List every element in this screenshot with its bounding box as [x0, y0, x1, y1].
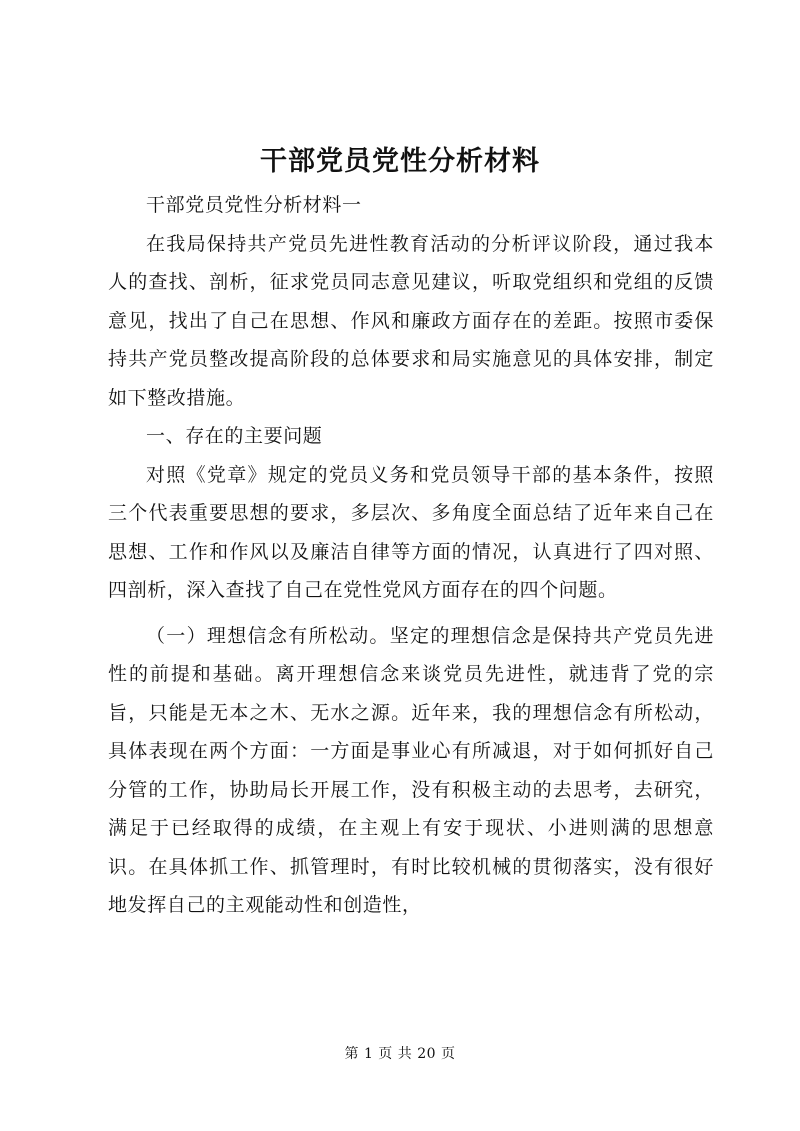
- document-title: 干部党员党性分析材料: [260, 146, 540, 177]
- section-heading-main-problems: 一、存在的主要问题: [146, 425, 323, 447]
- intro-paragraph: 在我局保持共产党员先进性教育活动的分析评议阶段，通过我本人的查找、剖析，征求党员同志意见建议，听取党组织和党组的反馈意见，找出了自己在思想、作风和廉政方面存在的差距。按照市委保持共产党员整改提高阶段的总体要求和局实施意见的具体安排，制定如下整改措施。: [108, 232, 714, 409]
- problems-overview-paragraph: 对照《党章》规定的党员义务和党员领导干部的基本条件，按照三个代表重要思想的要求，多层次、多角度全面总结了近年来自己在思想、工作和作风以及廉洁自律等方面的情况，认真进行了四对照、四剖析，深入查找了自己在党性党风方面存在的四个问题。: [108, 463, 714, 601]
- page-number-footer: 第 1 页 共 20 页: [344, 1046, 456, 1062]
- document-body: [108, 186, 714, 925]
- problem-one-paragraph: （一）理想信念有所松动。坚定的理想信念是保持共产党员先进性的前提和基础。离开理想信念来谈党员先进性，就违背了党的宗旨，只能是无本之木、无水之源。近年来，我的理想信念有所松动，具体表现在两个方面：一方面是事业心有所减退，对于如何抓好自己分管的工作，协助局长开展工作，没有积极主动的去思考，去研究，满足于已经取得的成绩，在主观上有安于现状、小进则满的思想意识。在具体抓工作、抓管理时，有时比较机械的贯彻落实，没有很好地发挥自己的主观能动性和创造性，: [108, 624, 714, 916]
- section-heading-part-one: 干部党员党性分析材料一: [146, 194, 362, 216]
